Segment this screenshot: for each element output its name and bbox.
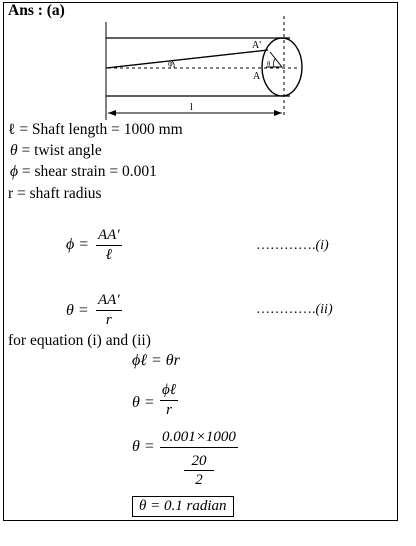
shaft-diagram (0, 0, 416, 130)
eq1-numerator: AA' (96, 226, 122, 246)
eq1-lhs: ϕ = (66, 236, 90, 253)
answer-label: Ans : (a) (8, 2, 65, 19)
step3-den-denominator: 2 (195, 472, 203, 488)
label-length: l (190, 102, 193, 113)
eq1-fraction (96, 226, 122, 265)
eq1-tag: ………….(i) (256, 238, 329, 253)
step2-denominator: r (166, 402, 172, 418)
label-theta: θ (267, 60, 271, 68)
final-answer-box: θ = 0.1 radian (132, 496, 234, 517)
label-phi: φ (168, 59, 173, 68)
step2-numerator: ϕℓ (160, 381, 178, 401)
definition-length: ℓ = Shaft length = 1000 mm (8, 121, 183, 138)
label-a: A (253, 71, 261, 82)
step2-fraction (160, 381, 178, 420)
eq2-tag: ………….(ii) (256, 302, 333, 317)
conclusion-intro: for equation (i) and (ii) (8, 332, 151, 349)
definition-shear-strain: ϕ = shear strain = 0.001 (10, 163, 157, 180)
step2-lhs: θ = (132, 394, 155, 411)
step3-denominator (160, 448, 238, 490)
eq2-numerator: AA' (96, 291, 122, 311)
definition-twist-angle: θ = twist angle (10, 142, 102, 159)
step3-fraction (160, 428, 238, 490)
label-a-prime: A' (252, 40, 262, 51)
eq2-lhs: θ = (66, 302, 89, 319)
definition-radius: r = shaft radius (8, 185, 102, 202)
eq1-denominator: ℓ (105, 247, 112, 263)
step1-equation: ϕℓ = θr (132, 352, 180, 369)
eq2-fraction (96, 291, 122, 330)
step3-lhs: θ = (132, 438, 155, 455)
step3-den-numerator: 20 (184, 452, 214, 471)
eq2-denominator: r (105, 312, 112, 328)
step3-numerator: 0.001×1000 (160, 428, 238, 448)
